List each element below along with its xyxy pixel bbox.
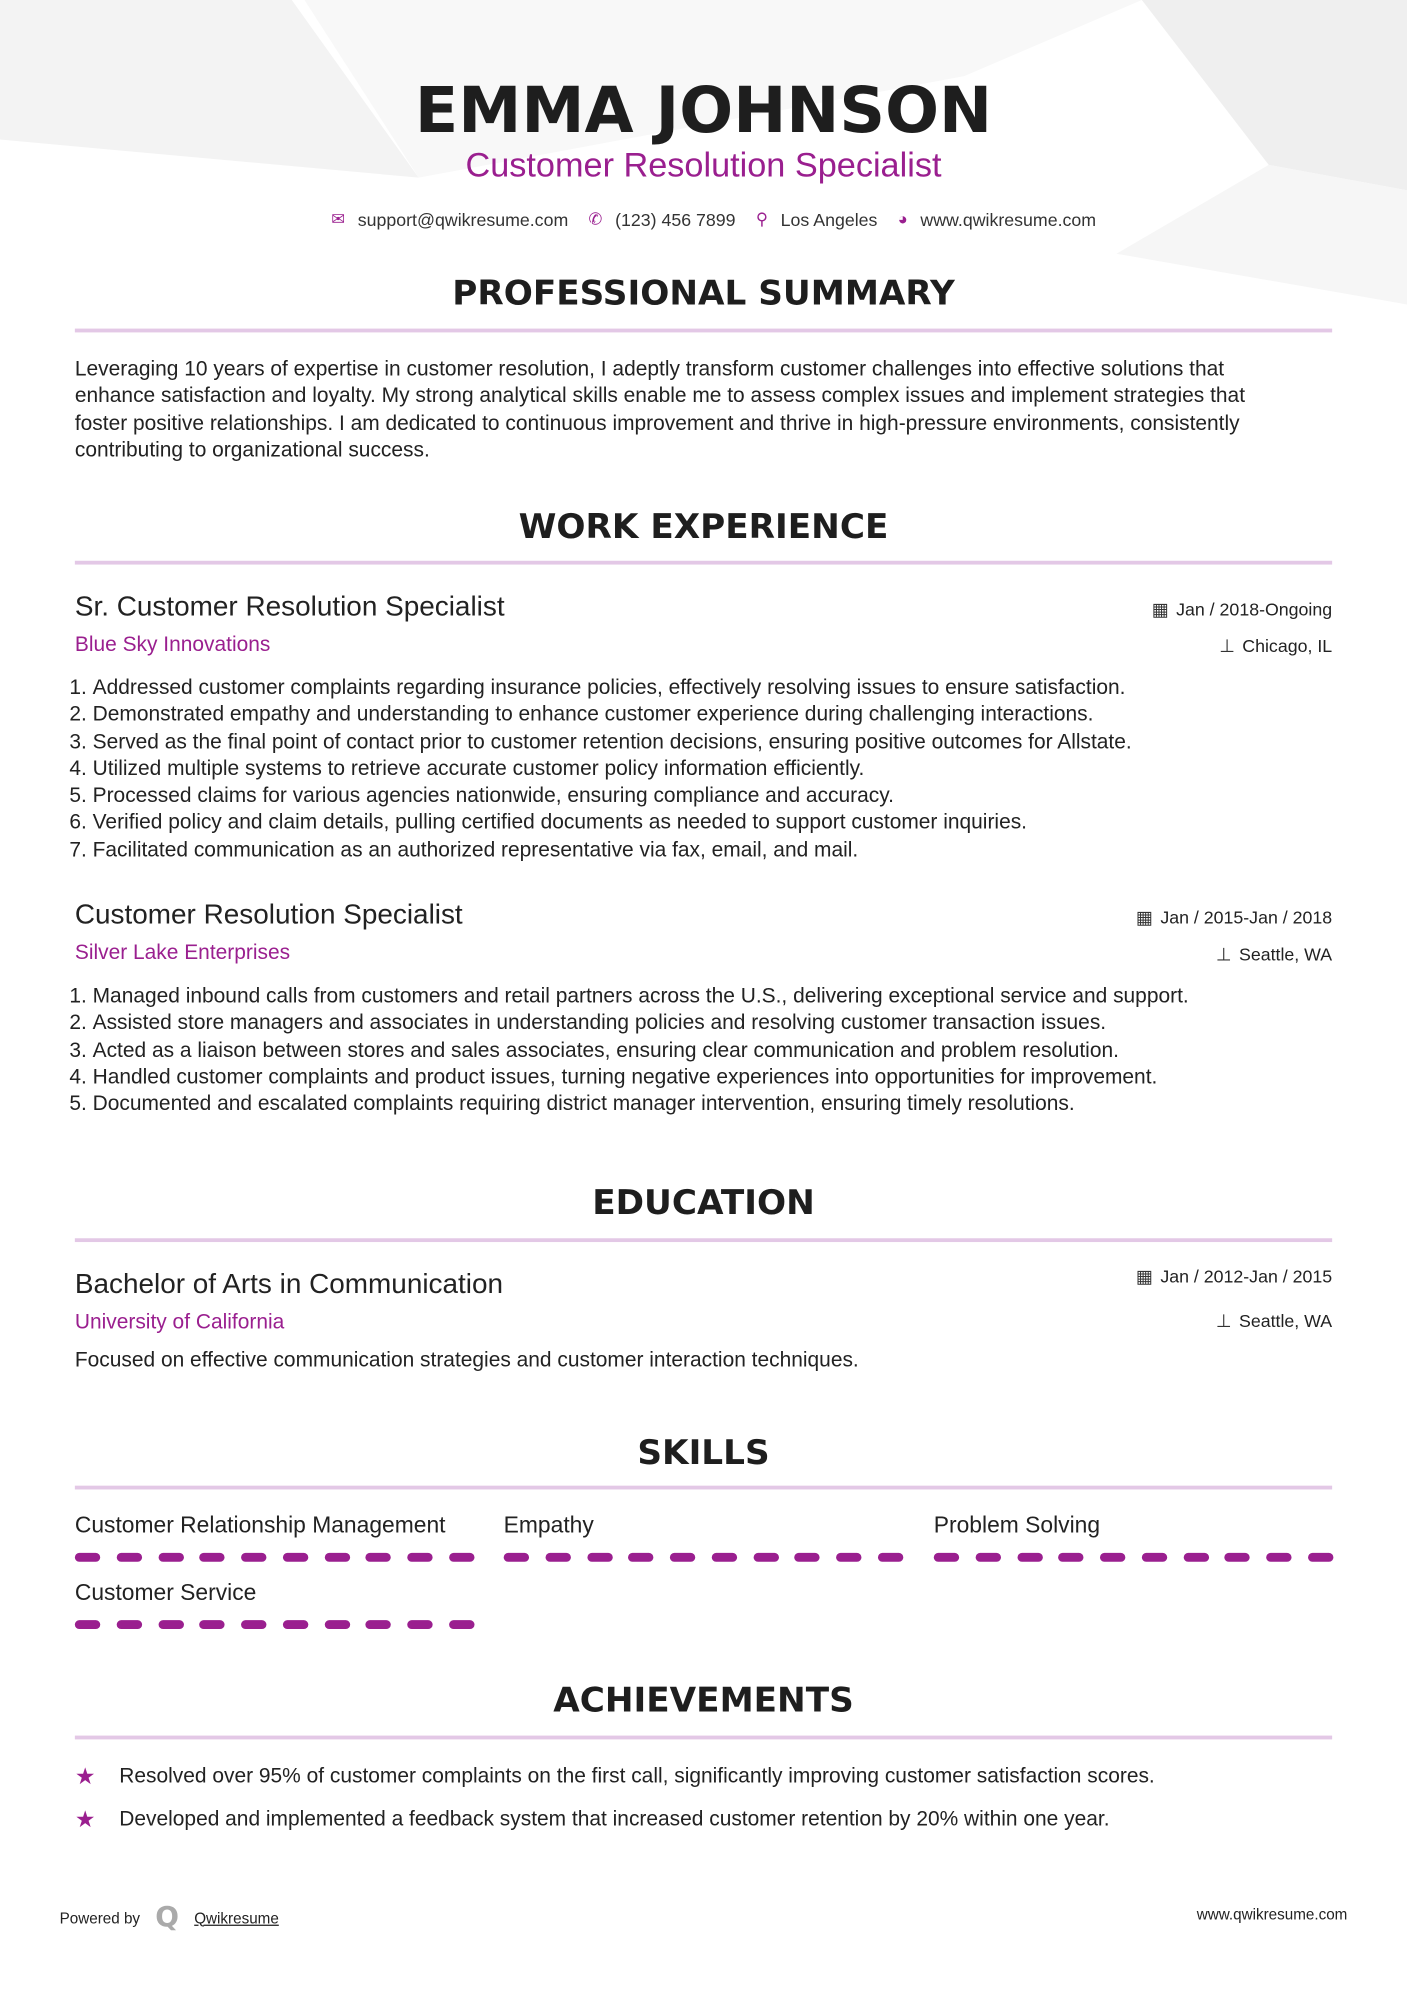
summary-line: contributing to organizational success. <box>74 438 430 462</box>
summary-line: Leveraging 10 years of expertise in customer resolution, I adeptly transform customer challenges into effective solutions that <box>74 357 1225 381</box>
divider <box>75 1736 1332 1740</box>
contact-item[interactable]: Los Angeles <box>780 209 878 230</box>
skill-level-bar <box>934 1553 1334 1562</box>
calendar-icon: ▦ <box>1135 1266 1153 1287</box>
phone-icon: ✆ <box>588 209 603 229</box>
skill-level-segment <box>1266 1553 1291 1562</box>
skill-level-segment <box>1225 1553 1250 1562</box>
bullet-item: 3. Served as the final point of contact prior to customer retention decisions, ensuring positive outcomes for Allstate. <box>93 729 1132 756</box>
skill-level-segment <box>407 1620 432 1629</box>
skill-level-segment <box>366 1553 391 1562</box>
achievements-heading: ACHIEVEMENTS <box>553 1681 854 1721</box>
skill-level-segment <box>878 1553 903 1562</box>
skill-name: Problem Solving <box>933 1512 1101 1538</box>
skill-level-segment <box>75 1620 100 1629</box>
bullet-item: 7. Facilitated communication as an authorized representative via fax, email, and mail. <box>93 837 1132 864</box>
skill-name: Customer Service <box>74 1579 257 1605</box>
bullet-item: 4. Utilized multiple systems to retrieve accurate customer policy information efficiently. <box>93 756 1132 783</box>
pin-icon: ⊥ <box>1215 1310 1232 1331</box>
summary-text <box>75 357 1344 465</box>
degree-title: Bachelor of Arts in Communication <box>74 1267 504 1300</box>
calendar-icon: ▦ <box>1151 598 1169 620</box>
education-heading: EDUCATION <box>592 1183 815 1224</box>
job-title: Customer Resolution Specialist <box>74 898 463 930</box>
star-icon: ★ <box>74 1806 96 1833</box>
calendar-icon: ▦ <box>1135 907 1153 928</box>
skill-level-segment <box>628 1553 653 1562</box>
summary-line: foster positive relationships. I am dedicated to continuous improvement and thrive in high-pressure environments, consistently <box>74 411 1240 435</box>
bullet-item: 2. Demonstrated empathy and understanding to enhance customer experience during challenging interactions. <box>93 702 1132 729</box>
education-location: ⊥ Seattle, WA <box>1215 1310 1333 1331</box>
skills-heading: SKILLS <box>637 1433 770 1473</box>
skill-level-segment <box>407 1553 432 1562</box>
skill-level-segment <box>1308 1553 1333 1562</box>
candidate-title: Customer Resolution Specialist <box>465 145 942 184</box>
skill-level-segment <box>753 1553 778 1562</box>
date-text: Jan / 2015-Jan / 2018 <box>1160 907 1333 928</box>
skill-level-segment <box>116 1553 141 1562</box>
skill-level-segment <box>116 1620 141 1629</box>
achievement-text: Resolved over 95% of customer complaints on the first call, significantly improving customer satisfaction scores. <box>119 1764 1155 1788</box>
job-bullets <box>75 675 1132 864</box>
company-name: Silver Lake Enterprises <box>74 941 291 965</box>
location-text: Chicago, IL <box>1242 635 1333 656</box>
skill-level-bar <box>504 1553 904 1562</box>
skill-level-segment <box>449 1620 474 1629</box>
education-description: Focused on effective communication strategies and customer interaction techniques. <box>74 1348 859 1372</box>
skill-level-segment <box>241 1620 266 1629</box>
contact-bar <box>0 209 1407 229</box>
date-text: Jan / 2018-Ongoing <box>1176 598 1333 620</box>
summary-line: enhance satisfaction and loyalty. My strong analytical skills enable me to assess complex issues and implement strategies that <box>74 384 1246 408</box>
contact-item[interactable]: support@qwikresume.com <box>357 209 569 230</box>
contact-item[interactable]: www.qwikresume.com <box>920 209 1097 230</box>
skill-level-segment <box>670 1553 695 1562</box>
footer-url[interactable]: www.qwikresume.com <box>1196 1905 1348 1924</box>
skill-level-segment <box>241 1553 266 1562</box>
skill-level-segment <box>795 1553 820 1562</box>
location-text: Seattle, WA <box>1239 943 1333 965</box>
bullet-item: 3. Acted as a liaison between stores and sales associates, ensuring clear communication and problem resolution. <box>93 1037 1189 1064</box>
divider <box>75 329 1332 333</box>
job-date <box>1152 599 1332 621</box>
brand-link[interactable]: Qwikresume <box>194 1908 279 1927</box>
divider <box>75 561 1332 565</box>
skill-level-segment <box>1100 1553 1125 1562</box>
skill-level-segment <box>324 1553 349 1562</box>
bullet-item: 5. Documented and escalated complaints requiring district manager intervention, ensuring timely resolutions. <box>93 1091 1189 1118</box>
pin-icon: ⊥ <box>1215 943 1232 965</box>
skill-level-bar <box>75 1553 475 1562</box>
education-date: ▦ Jan / 2012-Jan / 2015 <box>1135 1266 1333 1287</box>
skill-level-segment <box>158 1553 183 1562</box>
skill-level-segment <box>449 1553 474 1562</box>
skill-level-segment <box>200 1620 225 1629</box>
skill-level-segment <box>545 1553 570 1562</box>
bullet-item: 1. Addressed customer complaints regarding insurance policies, effectively resolving issues to ensure satisfaction. <box>93 675 1132 702</box>
skill-level-segment <box>587 1553 612 1562</box>
map-pin-icon: ⚲ <box>755 209 768 229</box>
skill-level-segment <box>283 1553 308 1562</box>
achievement-item <box>75 1807 1110 1834</box>
bullet-item: 1. Managed inbound calls from customers and retail partners across the U.S., delivering exceptional service and support. <box>93 983 1189 1010</box>
contact-item[interactable]: (123) 456 7899 <box>615 209 736 230</box>
skill-level-segment <box>1142 1553 1167 1562</box>
skill-level-segment <box>836 1553 861 1562</box>
skill-level-segment <box>934 1553 959 1562</box>
achievement-text: Developed and implemented a feedback system that increased customer retention by 20% within one year. <box>119 1807 1110 1831</box>
bullet-item: 6. Verified policy and claim details, pulling certified documents as needed to support customer inquiries. <box>93 810 1132 837</box>
company-name: Blue Sky Innovations <box>74 633 271 656</box>
skill-level-segment <box>324 1620 349 1629</box>
skill-level-segment <box>1058 1553 1083 1562</box>
candidate-name: EMMA JOHNSON <box>414 73 993 148</box>
skill-level-segment <box>712 1553 737 1562</box>
globe-icon: ◕ <box>897 209 908 229</box>
divider <box>75 1238 1332 1242</box>
skill-level-segment <box>975 1553 1000 1562</box>
divider <box>75 1486 1332 1490</box>
school-name: University of California <box>74 1310 285 1334</box>
skill-level-segment <box>75 1553 100 1562</box>
skill-level-segment <box>200 1553 225 1562</box>
summary-heading: PROFESSIONAL SUMMARY <box>452 274 955 314</box>
bullet-item: 2. Assisted store managers and associates in understanding policies and resolving customer transaction issues. <box>93 1010 1189 1037</box>
skill-level-bar <box>75 1620 475 1629</box>
job-bullets <box>75 983 1189 1118</box>
skill-level-segment <box>158 1620 183 1629</box>
job-date <box>1136 907 1332 929</box>
skill-level-segment <box>1183 1553 1208 1562</box>
skill-name: Empathy <box>503 1512 594 1538</box>
envelope-icon: ✉ <box>331 209 346 229</box>
achievement-item <box>75 1764 1155 1791</box>
job-location <box>1219 636 1332 658</box>
skill-name: Customer Relationship Management <box>74 1512 446 1538</box>
star-icon: ★ <box>74 1763 96 1789</box>
skill-level-segment <box>283 1620 308 1629</box>
bullet-item: 5. Processed claims for various agencies nationwide, ensuring compliance and accuracy. <box>93 783 1132 810</box>
qwikresume-logo-icon: Q <box>155 1901 179 1934</box>
skill-level-segment <box>366 1620 391 1629</box>
pin-icon: ⊥ <box>1219 635 1235 656</box>
bullet-item: 4. Handled customer complaints and product issues, turning negative experiences into opportunities for improvement. <box>93 1064 1189 1091</box>
job-location <box>1216 944 1332 966</box>
skill-level-segment <box>504 1553 529 1562</box>
skill-level-segment <box>1017 1553 1042 1562</box>
job-title: Sr. Customer Resolution Specialist <box>74 589 505 622</box>
footer-powered: Powered by Q Qwikresume <box>59 1901 279 1934</box>
experience-heading: WORK EXPERIENCE <box>518 507 889 547</box>
